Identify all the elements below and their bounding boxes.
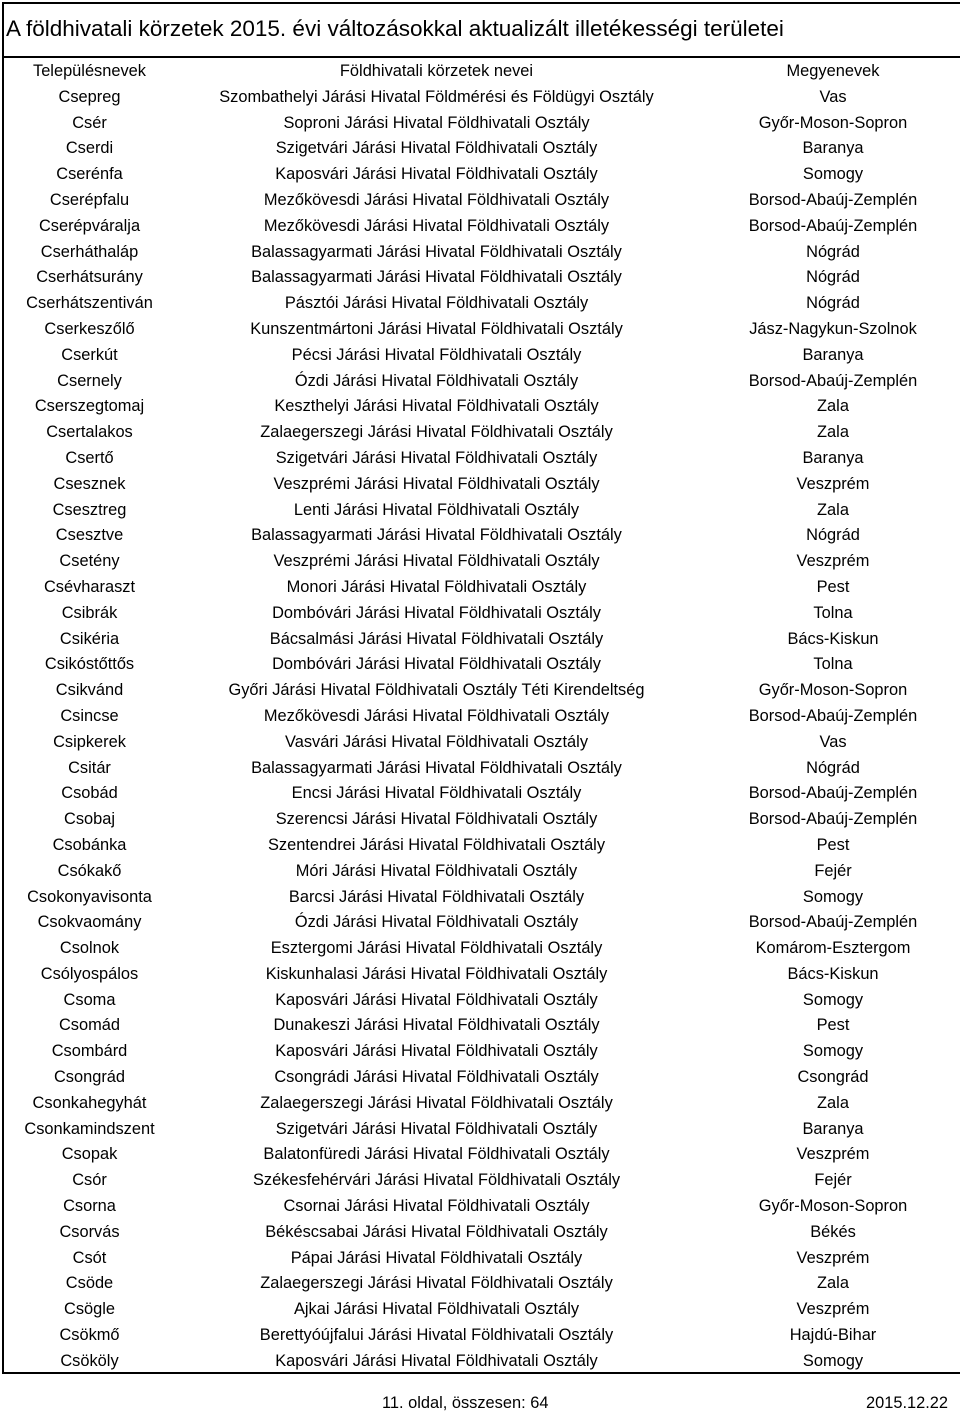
office-cell: Zalaegerszegi Járási Hivatal Földhivatali Osztály: [260, 1093, 613, 1112]
county-cell: Nógrád: [806, 242, 860, 261]
table-row: [4, 1091, 960, 1117]
settlement-cell: Csököly: [60, 1351, 119, 1370]
table-row: [4, 859, 960, 885]
county-cell: Vas: [819, 732, 847, 751]
settlement-cell: Csökmő: [59, 1326, 120, 1345]
settlement-cell: Csertalakos: [46, 423, 133, 442]
settlement-cell: Csongrád: [53, 1068, 126, 1087]
settlement-cell: Csobaj: [63, 810, 116, 829]
county-cell: Baranya: [802, 448, 864, 467]
settlement-cell: Cserhátszentiván: [26, 294, 153, 313]
table-row: [4, 885, 960, 911]
table-row: [4, 291, 960, 317]
jurisdiction-table: [4, 59, 960, 1375]
table-row: [4, 781, 960, 807]
table-row: [4, 756, 960, 782]
table-row: [4, 1013, 960, 1039]
settlement-cell: Csoma: [63, 990, 116, 1009]
county-cell: Győr-Moson-Sopron: [758, 1197, 908, 1216]
office-cell: Kaposvári Járási Hivatal Földhivatali Osztály: [275, 1042, 598, 1061]
table-row: [4, 936, 960, 962]
table-row: [4, 265, 960, 291]
settlement-cell: Csernely: [57, 371, 122, 390]
settlement-cell: Csót: [72, 1248, 107, 1267]
office-cell: Mezőkövesdi Járási Hivatal Földhivatali Osztály: [263, 190, 610, 209]
settlement-cell: Csincse: [60, 706, 119, 725]
table-row: [4, 1117, 960, 1143]
settlement-cell: Csorvás: [59, 1222, 120, 1241]
settlement-cell: Csitár: [68, 758, 111, 777]
settlement-cell: Csomád: [58, 1016, 121, 1035]
title-divider: [2, 56, 960, 58]
county-cell: Baranya: [802, 139, 864, 158]
table-row: [4, 1065, 960, 1091]
county-cell: Somogy: [802, 990, 864, 1009]
table-row: [4, 214, 960, 240]
settlement-cell: Csombárd: [51, 1042, 128, 1061]
county-cell: Borsod-Abaúj-Zemplén: [748, 706, 918, 725]
table-row: [4, 188, 960, 214]
table-row: [4, 498, 960, 524]
office-cell: Kunszentmártoni Járási Hivatal Földhivatali Osztály: [250, 319, 623, 338]
table-row: [4, 988, 960, 1014]
county-cell: Veszprém: [796, 1145, 870, 1164]
county-cell: Somogy: [802, 165, 864, 184]
county-cell: Fejér: [814, 1171, 852, 1190]
table-row: [4, 652, 960, 678]
header-office-names: Földhivatali körzetek nevei: [339, 62, 534, 80]
settlement-cell: Csókakő: [57, 861, 122, 880]
office-cell: Pásztói Járási Hivatal Földhivatali Osztály: [284, 294, 589, 313]
county-cell: Borsod-Abaúj-Zemplén: [748, 216, 918, 235]
office-cell: Móri Járási Hivatal Földhivatali Osztály: [295, 861, 578, 880]
office-cell: Balassagyarmati Járási Hivatal Földhivatali Osztály: [251, 242, 622, 261]
county-cell: Pest: [816, 577, 850, 596]
settlement-cell: Csesznek: [53, 474, 126, 493]
office-cell: Mezőkövesdi Járási Hivatal Földhivatali Osztály: [263, 216, 610, 235]
table-row: [4, 549, 960, 575]
document-title: A földhivatali körzetek 2015. évi változásokkal aktualizált illetékességi területei: [6, 16, 784, 41]
settlement-cell: Csorna: [63, 1197, 116, 1216]
settlement-cell: Csólyospálos: [40, 964, 139, 983]
table-row: [4, 833, 960, 859]
office-cell: Ajkai Járási Hivatal Földhivatali Osztály: [293, 1300, 580, 1319]
county-cell: Borsod-Abaúj-Zemplén: [748, 190, 918, 209]
settlement-cell: Cserháthaláp: [40, 242, 139, 261]
settlement-cell: Csonkamindszent: [24, 1119, 155, 1138]
county-cell: Zala: [817, 397, 849, 416]
county-cell: Nógrád: [806, 294, 860, 313]
table-row: [4, 394, 960, 420]
table-header-row: [4, 59, 960, 85]
office-cell: Balassagyarmati Járási Hivatal Földhivatali Osztály: [251, 526, 622, 545]
table-row: [4, 523, 960, 549]
county-cell: Borsod-Abaúj-Zemplén: [748, 371, 918, 390]
county-cell: Zala: [817, 500, 849, 519]
county-cell: Borsod-Abaúj-Zemplén: [748, 810, 918, 829]
settlement-cell: Cserépváralja: [38, 216, 141, 235]
settlement-cell: Csopak: [61, 1145, 118, 1164]
settlement-cell: Csikóstőttős: [44, 655, 135, 674]
settlement-cell: Csögle: [63, 1300, 116, 1319]
office-cell: Szigetvári Járási Hivatal Földhivatali Osztály: [275, 1119, 598, 1138]
county-cell: Bács-Kiskun: [787, 964, 879, 983]
county-cell: Hajdú-Bihar: [789, 1326, 877, 1345]
county-cell: Borsod-Abaúj-Zemplén: [748, 784, 918, 803]
table-row: [4, 962, 960, 988]
office-cell: Dombóvári Járási Hivatal Földhivatali Osztály: [272, 603, 601, 622]
office-cell: Esztergomi Járási Hivatal Földhivatali Osztály: [270, 939, 603, 958]
table-row: [4, 1246, 960, 1272]
office-cell: Dunakeszi Járási Hivatal Földhivatali Osztály: [273, 1016, 600, 1035]
county-cell: Nógrád: [806, 268, 860, 287]
office-cell: Csongrádi Járási Hivatal Földhivatali Osztály: [274, 1068, 599, 1087]
table-row: [4, 111, 960, 137]
table-row: [4, 575, 960, 601]
table-row: [4, 1323, 960, 1349]
settlement-cell: Csesztreg: [52, 500, 127, 519]
settlement-cell: Csöde: [65, 1274, 114, 1293]
table-row: [4, 1039, 960, 1065]
settlement-cell: Cserdi: [65, 139, 114, 158]
office-cell: Barcsi Járási Hivatal Földhivatali Osztály: [288, 887, 585, 906]
office-cell: Berettyóújfalui Járási Hivatal Földhivatali Osztály: [259, 1326, 614, 1345]
office-cell: Lenti Járási Hivatal Földhivatali Osztály: [293, 500, 580, 519]
county-cell: Baranya: [802, 345, 864, 364]
settlement-cell: Csobánka: [52, 835, 127, 854]
county-cell: Zala: [817, 423, 849, 442]
table-row: [4, 343, 960, 369]
table-row: [4, 627, 960, 653]
table-row: [4, 472, 960, 498]
office-cell: Keszthelyi Járási Hivatal Földhivatali Osztály: [274, 397, 599, 416]
county-cell: Komárom-Esztergom: [755, 939, 911, 958]
office-cell: Kiskunhalasi Járási Hivatal Földhivatali Osztály: [265, 964, 608, 983]
county-cell: Somogy: [802, 1042, 864, 1061]
table-row: [4, 1220, 960, 1246]
table-row: [4, 162, 960, 188]
office-cell: Győri Járási Hivatal Földhivatali Osztály Téti Kirendeltség: [228, 681, 645, 700]
settlement-cell: Csibrák: [61, 603, 118, 622]
settlement-cell: Cserhátsurány: [36, 268, 143, 287]
county-cell: Pest: [816, 1016, 850, 1035]
county-cell: Borsod-Abaúj-Zemplén: [748, 913, 918, 932]
table-row: [4, 1168, 960, 1194]
settlement-cell: Cserénfa: [56, 165, 123, 184]
settlement-cell: Csór: [72, 1171, 107, 1190]
county-cell: Somogy: [802, 1351, 864, 1370]
office-cell: Szigetvári Járási Hivatal Földhivatali Osztály: [275, 448, 598, 467]
table-row: [4, 730, 960, 756]
header-county-names: Megyenevek: [786, 62, 880, 80]
settlement-cell: Csobád: [61, 784, 118, 803]
settlement-cell: Cserkút: [61, 345, 118, 364]
office-cell: Veszprémi Járási Hivatal Földhivatali Osztály: [273, 474, 600, 493]
office-cell: Balassagyarmati Járási Hivatal Földhivatali Osztály: [251, 268, 622, 287]
table-row: [4, 1349, 960, 1375]
office-cell: Székesfehérvári Járási Hivatal Földhivatali Osztály: [252, 1171, 621, 1190]
office-cell: Pécsi Járási Hivatal Földhivatali Osztály: [291, 345, 582, 364]
county-cell: Tolna: [813, 655, 853, 674]
settlement-cell: Csonkahegyhát: [32, 1093, 147, 1112]
settlement-cell: Csokvaomány: [37, 913, 142, 932]
county-cell: Nógrád: [806, 758, 860, 777]
county-cell: Veszprém: [796, 552, 870, 571]
settlement-cell: Csertő: [65, 448, 114, 467]
table-row: [4, 1142, 960, 1168]
office-cell: Encsi Járási Hivatal Földhivatali Osztály: [291, 784, 582, 803]
settlement-cell: Csokonyavisonta: [27, 887, 152, 906]
office-cell: Veszprémi Járási Hivatal Földhivatali Osztály: [273, 552, 600, 571]
table-row: [4, 910, 960, 936]
settlement-cell: Csepreg: [58, 87, 121, 106]
office-cell: Kaposvári Járási Hivatal Földhivatali Osztály: [275, 990, 598, 1009]
office-cell: Ózdi Járási Hivatal Földhivatali Osztály: [294, 371, 579, 390]
settlement-cell: Cserépfalu: [49, 190, 130, 209]
county-cell: Zala: [817, 1274, 849, 1293]
settlement-cell: Csikvánd: [55, 681, 124, 700]
table-row: [4, 704, 960, 730]
office-cell: Balatonfüredi Járási Hivatal Földhivatali Osztály: [263, 1145, 610, 1164]
office-cell: Zalaegerszegi Járási Hivatal Földhivatali Osztály: [260, 1274, 613, 1293]
office-cell: Ózdi Járási Hivatal Földhivatali Osztály: [294, 913, 579, 932]
table-row: [4, 446, 960, 472]
table-row: [4, 85, 960, 111]
table-row: [4, 807, 960, 833]
settlement-cell: Csipkerek: [53, 732, 126, 751]
county-cell: Baranya: [802, 1119, 864, 1138]
document-date: 2015.12.22: [866, 1394, 949, 1412]
settlement-cell: Csesztve: [55, 526, 124, 545]
office-cell: Dombóvári Járási Hivatal Földhivatali Osztály: [272, 655, 601, 674]
county-cell: Somogy: [802, 887, 864, 906]
settlement-cell: Csévharaszt: [43, 577, 136, 596]
table-row: [4, 420, 960, 446]
office-cell: Pápai Járási Hivatal Földhivatali Osztály: [290, 1248, 583, 1267]
office-cell: Szigetvári Járási Hivatal Földhivatali Osztály: [275, 139, 598, 158]
settlement-cell: Cserkeszőlő: [44, 319, 135, 338]
office-cell: Békéscsabai Járási Hivatal Földhivatali Osztály: [265, 1222, 608, 1241]
table-row: [4, 136, 960, 162]
table-row: [4, 317, 960, 343]
county-cell: Bács-Kiskun: [787, 629, 879, 648]
office-cell: Szentendrei Járási Hivatal Földhivatali Osztály: [267, 835, 606, 854]
table-row: [4, 1271, 960, 1297]
settlement-cell: Csolnok: [59, 939, 120, 958]
county-cell: Nógrád: [806, 526, 860, 545]
county-cell: Békés: [810, 1222, 856, 1241]
office-cell: Szombathelyi Járási Hivatal Földmérési és Földügyi Osztály: [219, 87, 654, 106]
county-cell: Vas: [819, 87, 847, 106]
county-cell: Fejér: [814, 861, 852, 880]
county-cell: Csongrád: [797, 1068, 869, 1087]
office-cell: Mezőkövesdi Járási Hivatal Földhivatali Osztály: [263, 706, 610, 725]
county-cell: Pest: [816, 835, 850, 854]
county-cell: Veszprém: [796, 1300, 870, 1319]
county-cell: Győr-Moson-Sopron: [758, 681, 908, 700]
settlement-cell: Csikéria: [59, 629, 120, 648]
table-row: [4, 1194, 960, 1220]
office-cell: Zalaegerszegi Járási Hivatal Földhivatali Osztály: [260, 423, 613, 442]
table-row: [4, 601, 960, 627]
settlement-cell: Csetény: [59, 552, 120, 571]
page-counter: 11. oldal, összesen: 64: [382, 1394, 549, 1412]
office-cell: Soproni Járási Hivatal Földhivatali Osztály: [283, 113, 590, 132]
table-row: [4, 1297, 960, 1323]
county-cell: Zala: [817, 1093, 849, 1112]
county-cell: Tolna: [813, 603, 853, 622]
table-row: [4, 240, 960, 266]
settlement-cell: Csér: [72, 113, 107, 132]
office-cell: Balassagyarmati Járási Hivatal Földhivatali Osztály: [251, 758, 622, 777]
table-row: [4, 369, 960, 395]
header-settlement-names: Településnevek: [33, 62, 146, 80]
county-cell: Veszprém: [796, 474, 870, 493]
office-cell: Szerencsi Járási Hivatal Földhivatali Osztály: [275, 810, 598, 829]
office-cell: Kaposvári Járási Hivatal Földhivatali Osztály: [275, 165, 598, 184]
county-cell: Jász-Nagykun-Szolnok: [749, 319, 917, 338]
office-cell: Kaposvári Járási Hivatal Földhivatali Osztály: [275, 1351, 598, 1370]
office-cell: Monori Járási Hivatal Földhivatali Osztály: [286, 577, 587, 596]
table-row: [4, 678, 960, 704]
office-cell: Bácsalmási Járási Hivatal Földhivatali Osztály: [269, 629, 604, 648]
office-cell: Csornai Járási Hivatal Földhivatali Osztály: [283, 1197, 590, 1216]
office-cell: Vasvári Járási Hivatal Földhivatali Osztály: [284, 732, 589, 751]
settlement-cell: Cserszegtomaj: [34, 397, 145, 416]
county-cell: Győr-Moson-Sopron: [758, 113, 908, 132]
county-cell: Veszprém: [796, 1248, 870, 1267]
